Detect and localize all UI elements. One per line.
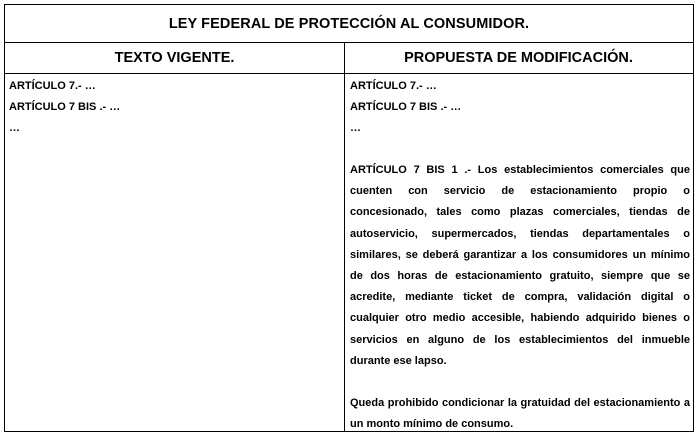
current-text-column bbox=[9, 74, 339, 139]
proposal-column bbox=[350, 74, 690, 435]
current-article-7: ARTÍCULO 7.- … bbox=[9, 80, 96, 92]
proposal-prohibition-paragraph: Queda prohibido condicionar la gratuidad del estacionamiento a un monto mínimo de consumo. bbox=[350, 397, 690, 431]
comparison-table bbox=[4, 4, 694, 432]
column-divider bbox=[344, 43, 345, 431]
proposal-article-7-bis-1: ARTÍCULO 7 BIS 1 .- Los establecimientos comerciales que cuenten con servicio de estacionamiento propio o concesionado, tales como plazas comerciales, tiendas de autoservicio, supermercados, tiendas departamentales o similares, se deberá garantizar a los consumidores un mínimo de dos horas de estacionamiento gratuito, siempre que se acredite, mediante ticket de compra, validación digital o cualquier otro medio accesible, habiendo adquirido bienes o servicios en alguno de los establecimientos del inmueble durante ese lapso. bbox=[350, 164, 690, 367]
column-header-texto-vigente: TEXTO VIGENTE. bbox=[5, 43, 344, 74]
proposal-ellipsis: … bbox=[350, 122, 361, 134]
proposal-article-7-bis: ARTÍCULO 7 BIS .- … bbox=[350, 101, 462, 113]
table-title: LEY FEDERAL DE PROTECCIÓN AL CONSUMIDOR. bbox=[5, 5, 693, 43]
proposal-article-7: ARTÍCULO 7.- … bbox=[350, 80, 437, 92]
current-ellipsis: … bbox=[9, 122, 20, 134]
current-article-7-bis: ARTÍCULO 7 BIS .- … bbox=[9, 101, 121, 113]
column-header-propuesta: PROPUESTA DE MODIFICACIÓN. bbox=[344, 43, 693, 74]
